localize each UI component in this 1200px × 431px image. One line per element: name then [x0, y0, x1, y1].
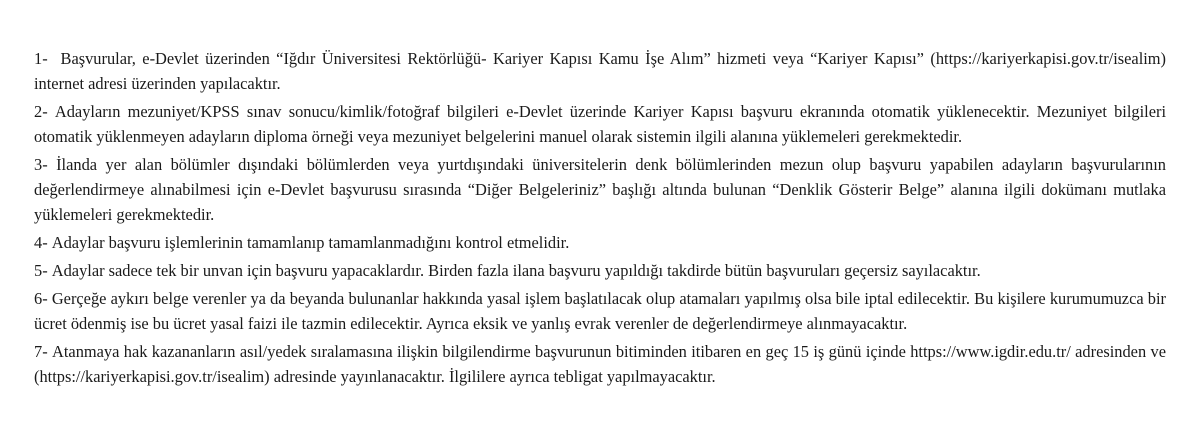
item-number: 3- — [34, 155, 48, 174]
item-text: Adayların mezuniyet/KPSS sınav sonucu/kimlik/fotoğraf bilgileri e-Devlet üzerinde Kariyer Kapısı başvuru ekranında otomatik yüklenecektir. Mezuniyet bilgileri otomatik yüklenmeyen adayların diploma örneği veya mezuniyet belgelerini manuel olarak sistemin ilgili alanına yüklemeleri gerekmektedir. — [34, 102, 1166, 146]
item-number: 6- — [34, 289, 48, 308]
item-number: 7- — [34, 342, 48, 361]
list-item — [34, 46, 1166, 96]
list-item — [34, 230, 1166, 255]
list-item — [34, 152, 1166, 227]
item-number: 4- — [34, 233, 48, 252]
list-item — [34, 339, 1166, 389]
document-body — [34, 46, 1166, 389]
list-item — [34, 286, 1166, 336]
item-text: Adaylar sadece tek bir unvan için başvuru yapacaklardır. Birden fazla ilana başvuru yapıldığı takdirde bütün başvuruları geçersiz sayılacaktır. — [51, 261, 981, 280]
item-text: Atanmaya hak kazananların asıl/yedek sıralamasına ilişkin bilgilendirme başvurunun bitiminden itibaren en geç 15 iş günü içinde https://www.igdir.edu.tr/ adresinden ve (https://kariyerkapisi.gov.tr/isealim) adresinde yayınlanacaktır. İlgililere ayrıca tebligat yapılmayacaktır. — [34, 342, 1166, 386]
item-text: Başvurular, e-Devlet üzerinden “Iğdır Üniversitesi Rektörlüğü- Kariyer Kapısı Kamu İşe Alım” hizmeti veya “Kariyer Kapısı” (https://kariyerkapisi.gov.tr/isealim) internet adresi üzerinden yapılacaktır. — [34, 49, 1167, 93]
item-number: 1- — [34, 49, 48, 68]
item-text: Gerçeğe aykırı belge verenler ya da beyanda bulunanlar hakkında yasal işlem başlatılacak olup atamaları yapılmış olsa bile iptal edilecektir. Bu kişilere kurumumuzca bir ücret ödenmiş ise bu ücret yasal faizi ile tazmin edilecektir. Ayrıca eksik ve yanlış evrak verenler de değerlendirmeye alınmayacaktır. — [34, 289, 1166, 333]
item-text: İlanda yer alan bölümler dışındaki bölümlerden veya yurtdışındaki üniversitelerin denk bölümlerinden mezun olup başvuru yapabilen adayların başvurularının değerlendirmeye alınabilmesi için e-Devlet başvurusu sırasında “Diğer Belgeleriniz” başlığı altında bulunan “Denklik Gösterir Belge” alanına ilgili dokümanı mutlaka yüklemeleri gerekmektedir. — [34, 155, 1166, 224]
item-number: 2- — [34, 102, 48, 121]
item-text: Adaylar başvuru işlemlerinin tamamlanıp tamamlanmadığını kontrol etmelidir. — [51, 233, 570, 252]
list-item — [34, 99, 1166, 149]
list-item — [34, 258, 1166, 283]
item-number: 5- — [34, 261, 48, 280]
